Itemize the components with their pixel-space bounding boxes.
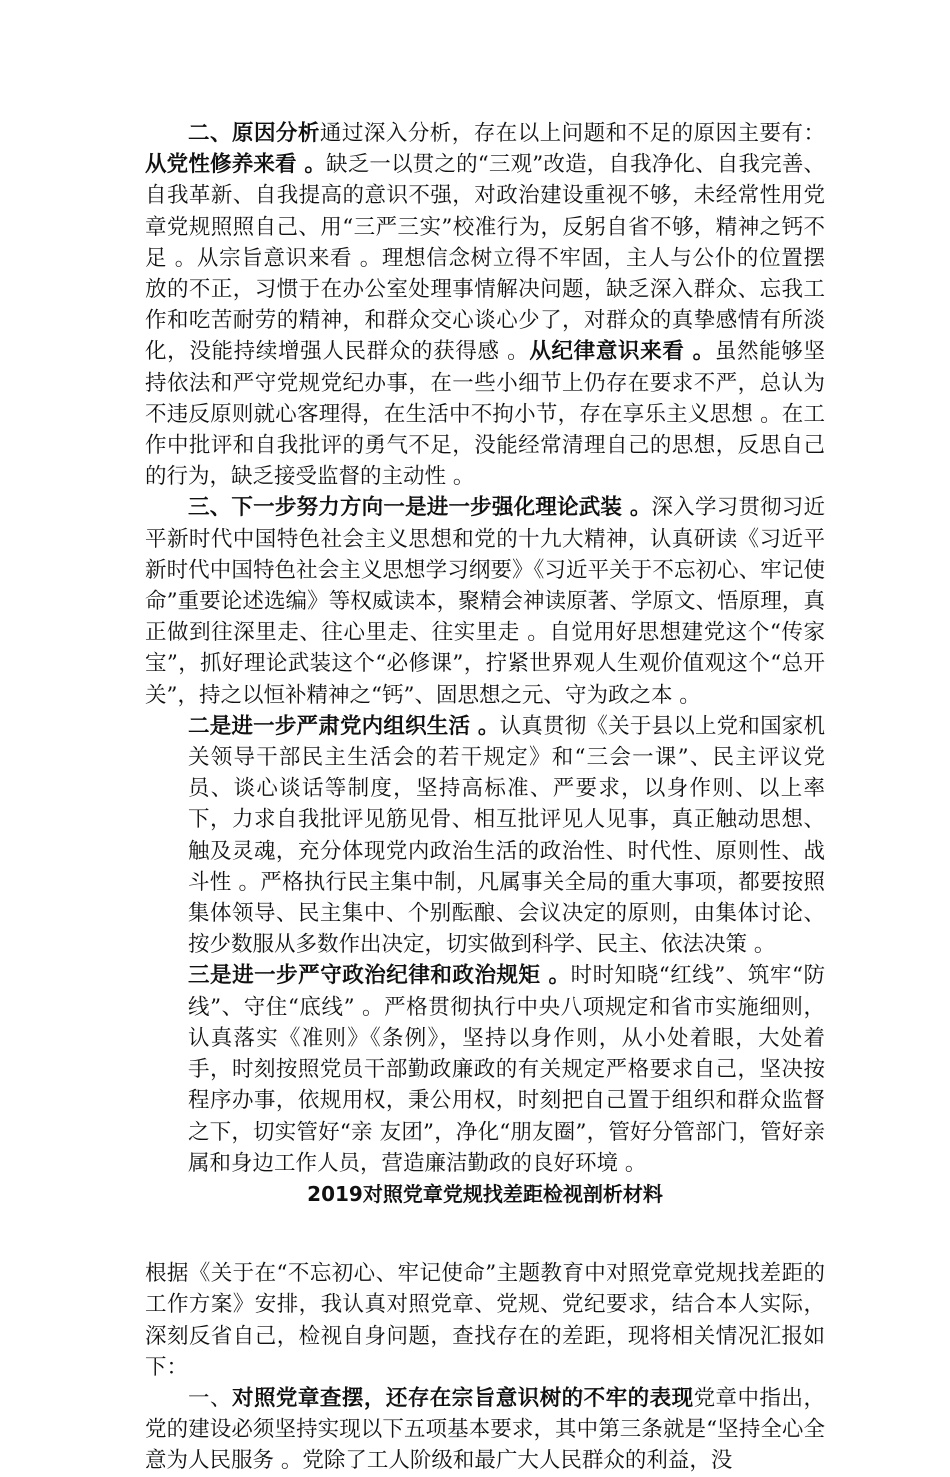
item1-prefix: 一、 — [188, 1385, 232, 1411]
discipline-label: 从纪律意识来看 。 — [529, 339, 715, 365]
point2-text: 认真贯彻《关于县以上党和国家机关领导干部民主生活会的若干规定》和“三会一课”、民主评议党员、谈心谈话等制度，坚持高标准、严要求，以身作则、以上率下，力求自我批评见筋见骨、相互批评见人见事，真正触动思想、触及灵魂，充分体现党内政治生活的政治性、时代性、原则性、战斗性 。严格执行民主集中制，凡属事关全局的重大事项，都要按照集体领导、民主集中、个别酝酿、会议决定的原则，由集体讨论、按少数服从多数作出决定，切实做到科学、民主、依法决策 。 — [188, 713, 825, 958]
point2-label: 二是进一步严肃党内组织生活 。 — [188, 713, 500, 739]
document-page — [145, 118, 825, 1477]
title-spacer — [145, 1210, 825, 1258]
item1-paragraph — [145, 1383, 825, 1477]
discipline-text: 虽然能够坚持依法和严守党规党纪办事，在一些小细节上仍存在要求不严，总认为不违反原则就心客理得，在生活中不拘小节，存在享乐主义思想 。在工作中批评和自我批评的勇气不足，没能经常清理自己的思想，反思自己的行为，缺乏接受监督的主动性 。 — [145, 339, 825, 490]
point3-label: 三是进一步严守政治纪律和政治规矩 。 — [188, 963, 571, 989]
cause-analysis-heading: 二、原因分析 — [188, 121, 320, 146]
party-nature-text: 缺乏一以贯之的“三观”改造，自我净化、自我完善、自我革新、自我提高的意识不强，对政治建设重视不够，未经常性用党章党规照照自己、用“三严三实”校准行为，反躬自省不够，精神之钙不足 。从宗旨意识来看 。理想信念树立得不牢固，主人与公仆的位置摆放的不正，习惯于在办公室处理事情解决问题，缺乏深入群众、忘我工作和吃苦耐劳的精神，和群众交心谈心少了，对群众的真挚感情有所淡化，没能持续增强人民群众的获得感 。 — [145, 152, 825, 365]
point2-paragraph — [145, 711, 825, 961]
item1-label: 对照党章查摆，还存在宗旨意识树的不牢的表现 — [231, 1385, 694, 1411]
next-steps-heading: 三、下一步努力方向一是进一步强化理论武装 。 — [188, 495, 652, 521]
point3-text: 时时知晓“红线”、筑牢“防线”、守住“底线” 。严格贯彻执行中央八项规定和省市实施细则，认真落实《准则》《条例》，坚持以身作则，从小处着眼，大处着手，时刻按照党员干部勤政廉政的有关规定严格要求自己，坚决按程序办事，依规用权，秉公用权，时刻把自己置于组织和群众监督之下，切实管好“亲 友团”，净化“朋友圈”，管好分管部门，管好亲属和身边工作人员，营造廉洁勤政的良好环境 。 — [188, 963, 825, 1176]
document-title: 2019对照党章党规找差距检视剖析材料 — [307, 1181, 663, 1206]
item1-text: 党章中指出，党的建设必须坚持实现以下五项基本要求，其中第三条就是“坚持全心全意为人民服务 。党除了工人阶级和最广大人民群众的利益，没 — [145, 1385, 825, 1474]
cause-analysis-paragraph — [145, 118, 825, 492]
party-nature-label: 从党性修养来看 。 — [145, 152, 327, 178]
next-steps-text: 深入学习贯彻习近平新时代中国特色社会主义思想和党的十九大精神，认真研读《习近平新时代中国特色社会主义思想学习纲要》《习近平关于不忘初心、牢记使命”重要论述选编》等权威读本，聚精会神读原著、学原文、悟原理，真正做到往深里走、往心里走、往实里走 。自觉用好思想建党这个“传家宝”，抓好理论武装这个“必修课”，拧紧世界观人生观价值观这个“总开关”，持之以恒补精神之“钙”、固思想之元、守为政之本 。 — [145, 495, 825, 708]
next-steps-paragraph — [145, 492, 825, 710]
point3-paragraph — [145, 960, 825, 1178]
cause-analysis-intro: 通过深入分析，存在以上问题和不足的原因主要有： — [319, 121, 825, 146]
intro-paragraph: 根据《关于在“不忘初心、牢记使命”主题教育中对照党章党规找差距的工作方案》安排，我认真对照党章、党规、党纪要求，结合本人实际，深刻反省自己，检视自身问题，查找存在的差距，现将相关情况汇报如下： — [145, 1261, 825, 1380]
